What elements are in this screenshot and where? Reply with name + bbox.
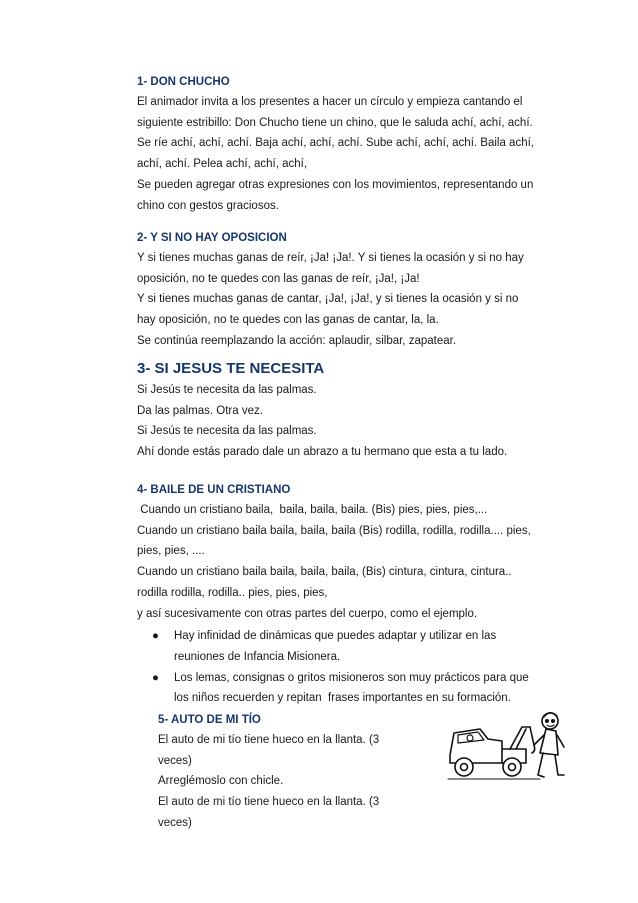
list-item [137,668,557,709]
section-si-jesus-te-necesita [137,358,557,463]
section-title: 2- Y SI NO HAY OPOSICION [137,232,287,244]
text-line: El auto de mi tío tiene hueco en la llanta. (3 [158,734,380,746]
text-line: Los lemas, consignas o gritos misioneros son muy prácticos para que [174,671,529,684]
text-line: pies, pies, .... [137,545,205,558]
text-line: El animador invita a los presentes a hacer un círculo y empieza cantando el [137,96,523,108]
text-line: Si Jesús te necesita da las palmas. [137,425,317,438]
text-line: Hay infinidad de dinámicas que puedes adaptar y utilizar en las [174,630,497,643]
text-line: veces) [158,754,192,767]
text-line: Y si tienes muchas ganas de cantar, ¡Ja!, ¡Ja!, y si tienes la ocasión y si no [137,293,519,306]
text-line: siguiente estribillo: Don Chucho tiene un chino, que le saluda achí, achí, achí. [137,116,533,129]
text-line: reuniones de Infancia Misionera. [174,650,341,663]
text-line: Ahí donde estás parado dale un abrazo a tu hermano que esta a tu lado. [137,446,508,459]
text-line: los niños recuerden y repitan frases importantes en su formación. [174,692,511,705]
text-line: Se pueden agregar otras expresiones con los movimientos, representando un [137,178,534,191]
tow-truck-icon [440,705,570,791]
text-line: Cuando un cristiano baila baila, baila, baila, (Bis) cintura, cintura, cintura.. [137,566,512,579]
text-line: Se continúa reemplazando la acción: aplaudir, silbar, zapatear. [137,334,457,347]
text-line: Cuando un cristiano baila, baila, baila, baila. (Bis) pies, pies, pies,... [137,504,488,516]
text-line: achí, achí. Pelea achí, achí, achí, [137,158,308,171]
section-title: 1- DON CHUCHO [137,76,230,88]
text-line: chino con gestos graciosos. [137,199,279,212]
text-line: hay oposición, no te quedes con las ganas de cantar, la, la. [137,314,439,327]
text-line: rodilla rodilla, rodilla.. pies, pies, pies, [137,586,328,599]
section-title: 5- AUTO DE MI TÍO [158,714,261,726]
section-title: 4- BAILE DE UN CRISTIANO [137,484,291,496]
bullet-icon: ● [152,630,159,643]
section-title: 3- SI JESUS TE NECESITA [137,360,325,377]
text-line: Cuando un cristiano baila baila, baila, baila (Bis) rodilla, rodilla, rodilla.... pies, [137,524,531,537]
text-line: Da las palmas. Otra vez. [137,404,263,417]
text-line: Y si tienes muchas ganas de reír, ¡Ja! ¡Ja!. Y si tienes la ocasión y si no hay [137,252,524,264]
text-line: Si Jesús te necesita da las palmas. [137,384,317,396]
text-line: y así sucesivamente con otras partes del cuerpo, como el ejemplo. [137,607,478,620]
bullet-icon: ● [152,671,159,684]
text-line: El auto de mi tío tiene hueco en la llanta. (3 [158,796,380,809]
text-line: Arreglémoslo con chicle. [158,775,284,788]
section-don-chucho [137,72,557,216]
bullet-list [137,626,557,709]
section-y-si-no-hay-oposicion [137,228,557,352]
section-baile-de-un-cristiano [137,480,557,709]
list-item [137,626,557,667]
text-line: Se ríe achí, achí, achí. Baja achí, achí, achí. Sube achí, achí, achí. Baila achí, [137,137,534,150]
text-line: veces) [158,816,192,829]
text-line: oposición, no te quedes con las ganas de reír, ¡Ja!, ¡Ja! [137,272,420,285]
